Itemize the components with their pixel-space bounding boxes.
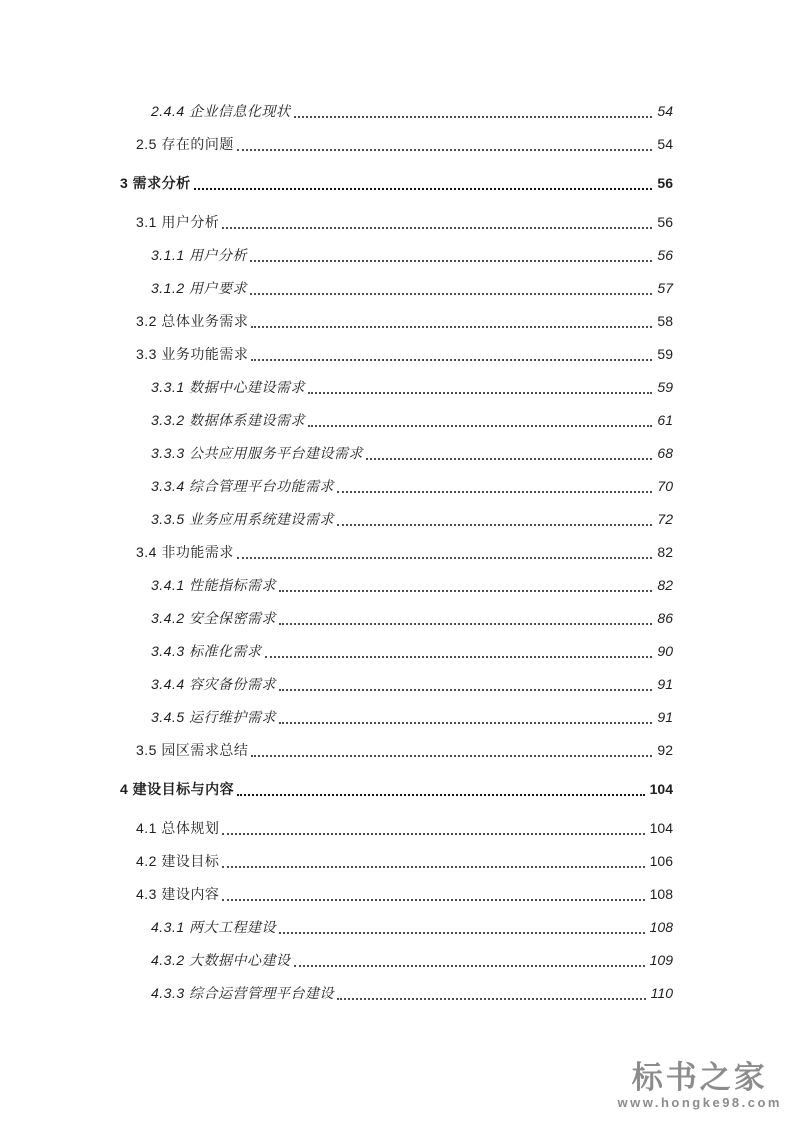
toc-entry-label: 3.4 非功能需求 [136, 544, 234, 560]
watermark-url: www.hongke98.com [617, 1095, 782, 1110]
toc-dot-leader [305, 378, 655, 397]
toc-entry-page: 110 [650, 985, 673, 1001]
toc-entry-page: 70 [657, 478, 673, 494]
toc-entry[interactable] [120, 852, 673, 871]
toc-entry[interactable] [120, 885, 673, 904]
toc-dot-leader [219, 213, 655, 232]
toc-entry[interactable] [120, 741, 673, 760]
toc-entry[interactable] [120, 477, 673, 496]
toc-entry-page: 91 [657, 676, 673, 692]
toc-entry-page: 68 [657, 445, 673, 461]
toc-entry[interactable] [120, 642, 673, 661]
toc-dot-leader [291, 102, 656, 121]
toc-entry[interactable] [120, 135, 673, 154]
toc-entry[interactable] [120, 246, 673, 265]
toc-entry-label: 4.3.3 综合运营管理平台建设 [151, 985, 335, 1001]
toc-entry[interactable] [120, 984, 673, 1003]
toc-dot-leader [191, 174, 656, 193]
toc-entry-page: 82 [657, 544, 673, 560]
toc-entry[interactable] [120, 411, 673, 430]
toc-entry-label: 4.2 建设目标 [136, 853, 220, 869]
toc-entry-label: 2.4.4 企业信息化现状 [151, 103, 291, 119]
toc-entry-page: 108 [649, 886, 673, 902]
toc-dot-leader [291, 951, 648, 970]
watermark [618, 1062, 783, 1110]
toc-entry-label: 3.3 业务功能需求 [136, 346, 249, 362]
toc-entry-page: 59 [657, 346, 673, 362]
toc-entry[interactable] [120, 510, 673, 529]
toc-entry[interactable] [120, 609, 673, 628]
toc-entry-label: 4.1 总体规划 [136, 820, 220, 836]
toc-dot-leader [276, 918, 648, 937]
toc-dot-leader [248, 741, 655, 760]
toc-entry-page: 104 [649, 820, 673, 836]
table-of-contents [120, 102, 673, 1017]
toc-entry-page: 82 [657, 577, 673, 593]
toc-entry-page: 54 [657, 103, 673, 119]
toc-entry-label: 3.1.2 用户要求 [151, 280, 248, 296]
toc-entry-page: 90 [657, 643, 673, 659]
toc-entry-label: 4 建设目标与内容 [120, 781, 235, 797]
toc-entry-label: 3.3.2 数据体系建设需求 [151, 412, 306, 428]
toc-entry[interactable] [120, 174, 673, 193]
toc-entry-page: 56 [657, 175, 673, 191]
toc-dot-leader [247, 246, 655, 265]
toc-dot-leader [276, 675, 655, 694]
toc-entry-page: 58 [657, 313, 673, 329]
toc-dot-leader [276, 576, 655, 595]
toc-entry-label: 3.3.3 公共应用服务平台建设需求 [151, 445, 364, 461]
toc-entry-label: 3 需求分析 [120, 175, 191, 191]
toc-entry-page: 54 [657, 136, 673, 152]
toc-entry-page: 86 [657, 610, 673, 626]
toc-entry[interactable] [120, 213, 673, 232]
toc-dot-leader [219, 852, 647, 871]
toc-entry-label: 3.3.4 综合管理平台功能需求 [151, 478, 335, 494]
toc-entry[interactable] [120, 102, 673, 121]
toc-entry[interactable] [120, 444, 673, 463]
toc-entry-page: 104 [649, 781, 673, 797]
toc-entry[interactable] [120, 780, 673, 799]
toc-entry-label: 4.3 建设内容 [136, 886, 220, 902]
toc-entry[interactable] [120, 675, 673, 694]
toc-dot-leader [219, 885, 647, 904]
toc-entry-label: 3.4.3 标准化需求 [151, 643, 262, 659]
toc-entry-page: 92 [657, 742, 673, 758]
toc-dot-leader [219, 819, 647, 838]
toc-entry[interactable] [120, 951, 673, 970]
toc-entry[interactable] [120, 543, 673, 562]
toc-dot-leader [248, 345, 655, 364]
toc-entry-page: 61 [657, 412, 673, 428]
toc-entry-label: 3.1 用户分析 [136, 214, 220, 230]
toc-entry-label: 3.4.1 性能指标需求 [151, 577, 277, 593]
toc-dot-leader [276, 708, 655, 727]
toc-dot-leader [234, 543, 656, 562]
toc-entry[interactable] [120, 576, 673, 595]
toc-entry[interactable] [120, 345, 673, 364]
toc-dot-leader [247, 279, 655, 298]
toc-dot-leader [363, 444, 655, 463]
toc-entry-label: 3.5 园区需求总结 [136, 742, 249, 758]
toc-dot-leader [334, 477, 655, 496]
toc-entry-label: 3.4.5 运行维护需求 [151, 709, 277, 725]
toc-entry[interactable] [120, 708, 673, 727]
toc-entry[interactable] [120, 819, 673, 838]
toc-dot-leader [276, 609, 655, 628]
toc-entry-label: 3.4.4 容灾备份需求 [151, 676, 277, 692]
toc-entry-label: 2.5 存在的问题 [136, 136, 234, 152]
watermark-logo-text: 标书之家 [631, 1060, 768, 1095]
toc-entry-page: 106 [649, 853, 673, 869]
toc-dot-leader [262, 642, 656, 661]
toc-entry-label: 3.4.2 安全保密需求 [151, 610, 277, 626]
toc-entry-label: 3.3.1 数据中心建设需求 [151, 379, 306, 395]
toc-entry-label: 4.3.1 两大工程建设 [151, 919, 277, 935]
toc-entry[interactable] [120, 312, 673, 331]
toc-dot-leader [248, 312, 655, 331]
toc-entry-page: 56 [657, 214, 673, 230]
toc-dot-leader [234, 780, 647, 799]
toc-entry-label: 3.3.5 业务应用系统建设需求 [151, 511, 335, 527]
toc-entry-page: 91 [657, 709, 673, 725]
toc-dot-leader [334, 510, 655, 529]
toc-dot-leader [234, 135, 656, 154]
toc-entry-page: 109 [649, 952, 673, 968]
toc-entry-label: 3.1.1 用户分析 [151, 247, 248, 263]
toc-entry-label: 4.3.2 大数据中心建设 [151, 952, 291, 968]
toc-entry-page: 108 [649, 919, 673, 935]
toc-entry-page: 59 [657, 379, 673, 395]
toc-entry[interactable] [120, 918, 673, 937]
toc-entry-page: 57 [657, 280, 673, 296]
toc-entry[interactable] [120, 279, 673, 298]
toc-entry-label: 3.2 总体业务需求 [136, 313, 249, 329]
toc-entry[interactable] [120, 378, 673, 397]
toc-entry-page: 72 [657, 511, 673, 527]
toc-entry-page: 56 [657, 247, 673, 263]
toc-dot-leader [305, 411, 655, 430]
toc-dot-leader [334, 984, 649, 1003]
